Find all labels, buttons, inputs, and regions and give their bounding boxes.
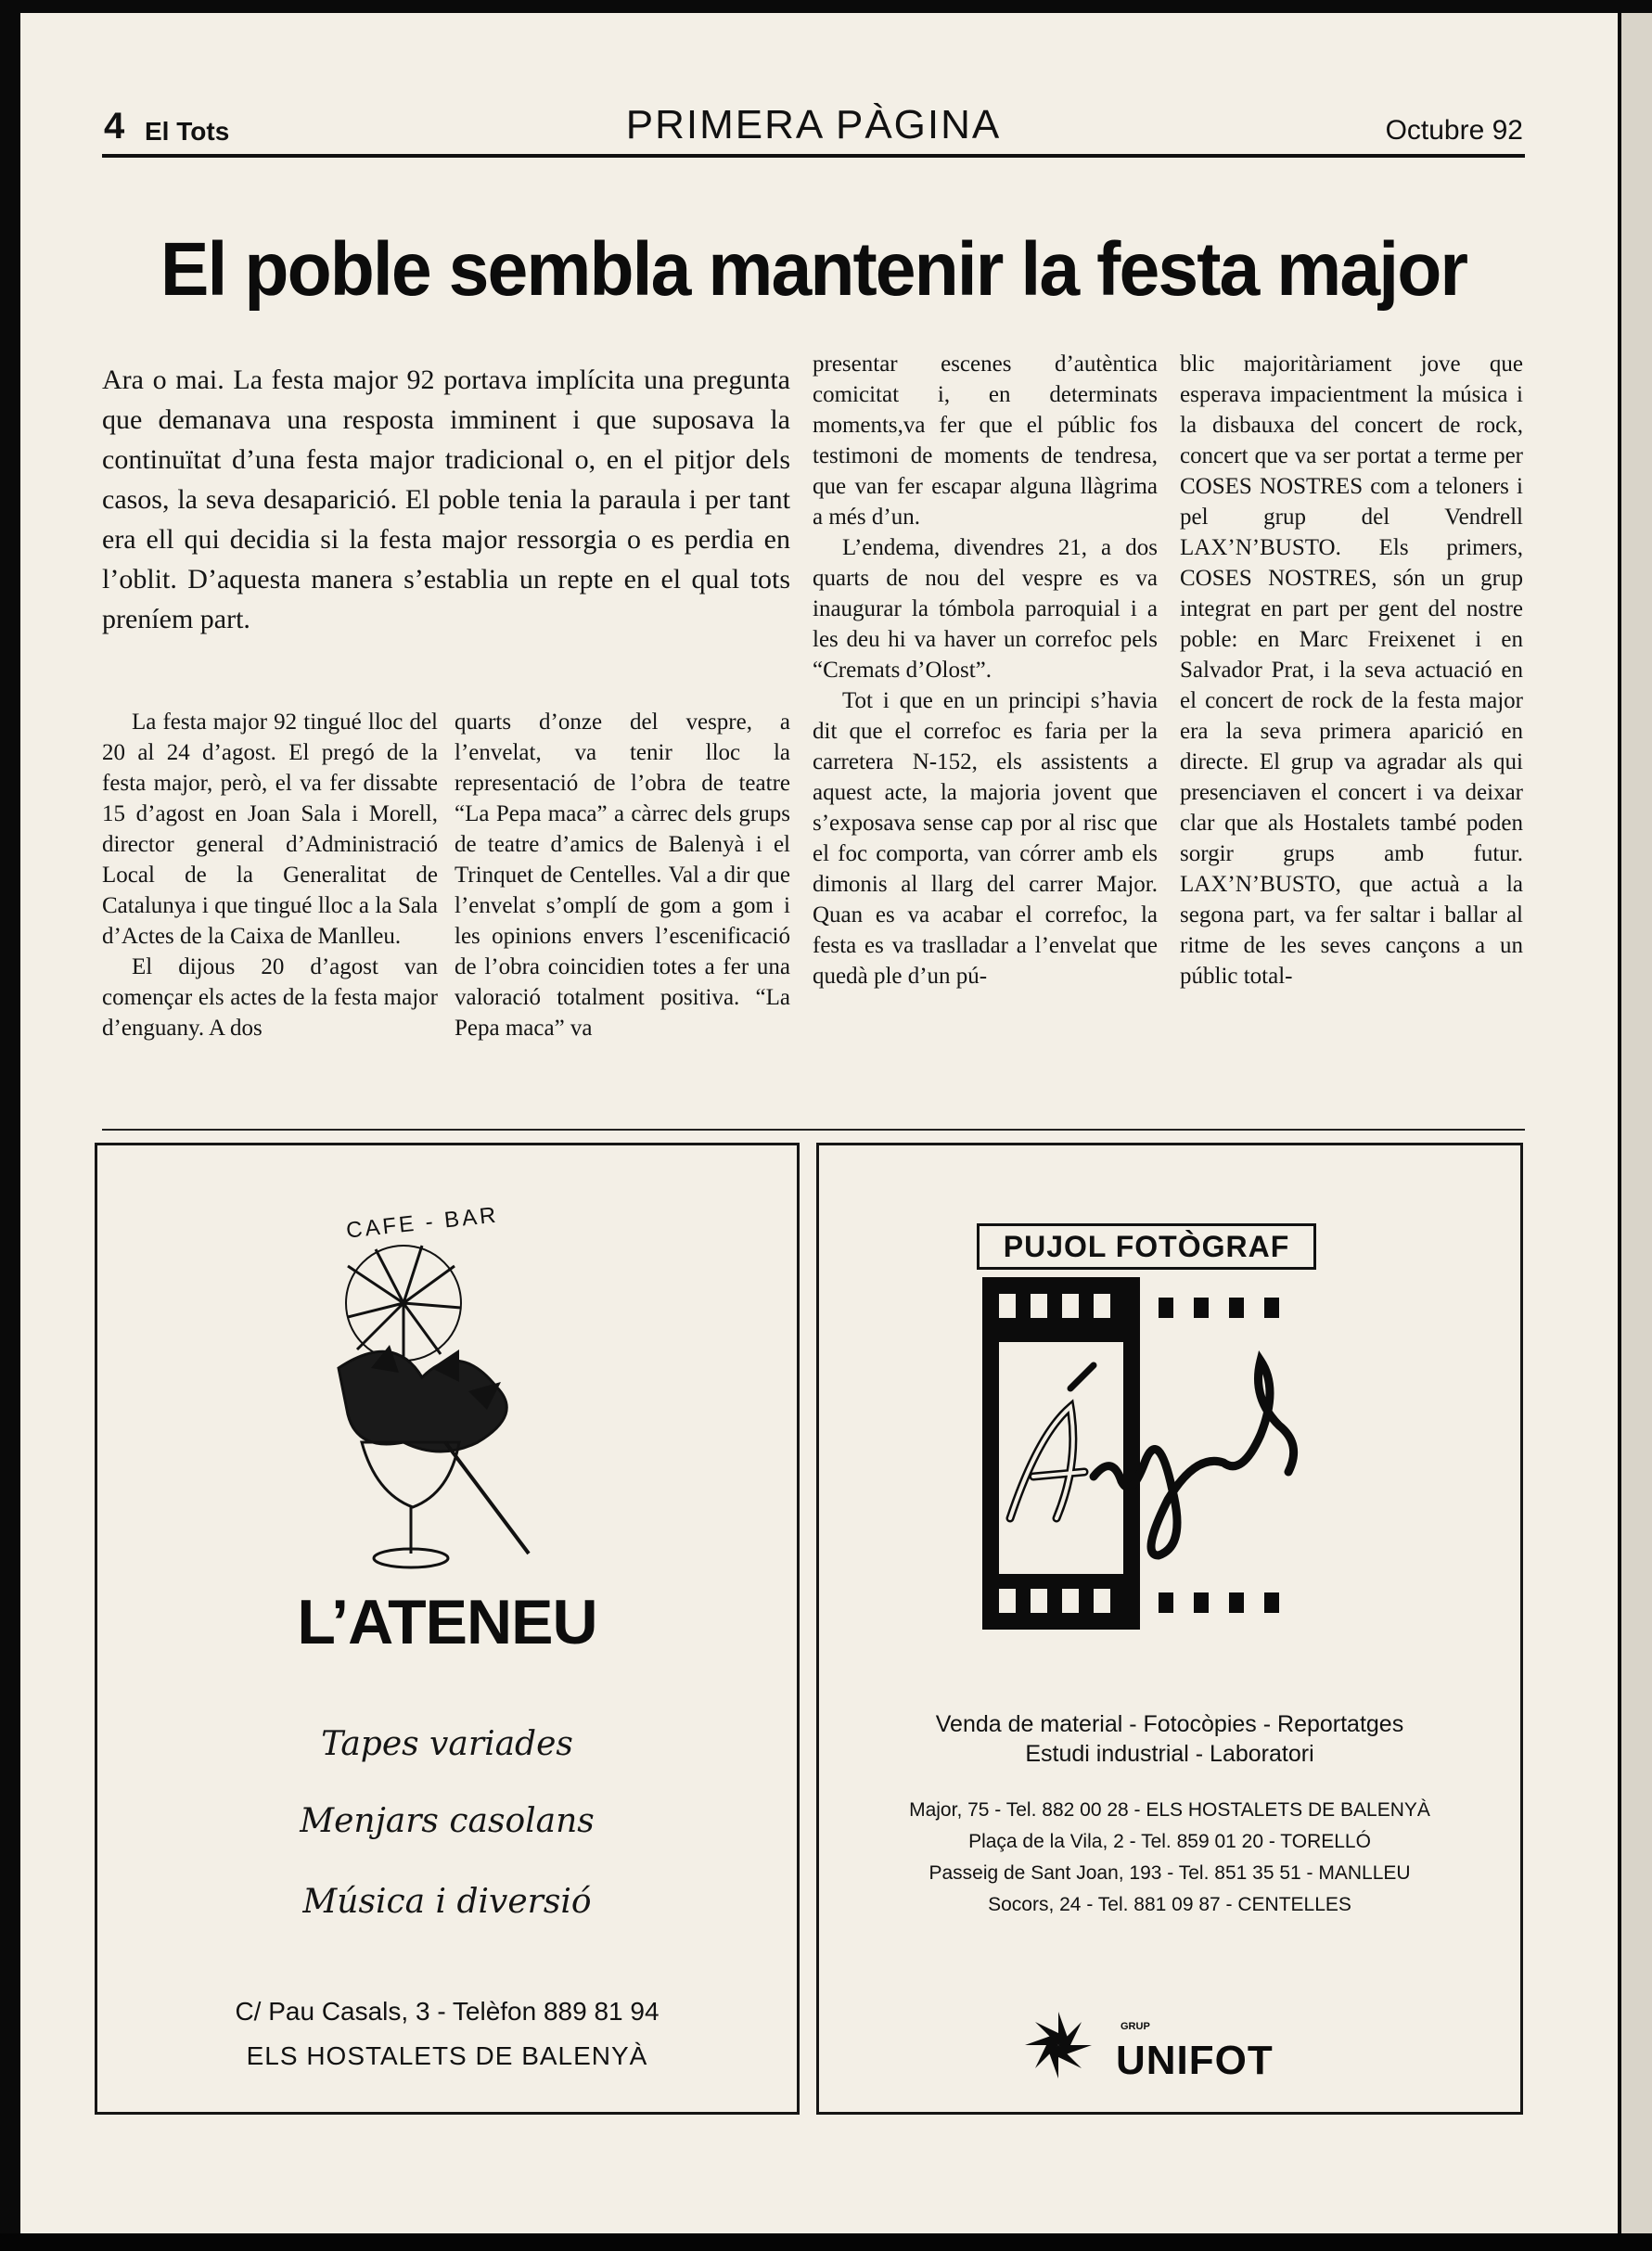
pujol-address: Plaça de la Vila, 2 - Tel. 859 01 20 - TORELLÓ: [968, 1831, 1371, 1852]
article-column-3: [813, 349, 1158, 991]
pujol-services-1: Venda de material - Fotocòpies - Reportatges: [935, 1711, 1404, 1737]
pujol-fotograf-advertisement: [816, 1143, 1523, 2115]
ateneu-name: L’ATENEU: [297, 1587, 597, 1657]
newspaper-page: [20, 13, 1618, 2239]
pujol-addresses: [819, 1795, 1520, 1921]
ateneu-advertisement: [95, 1143, 800, 2115]
pujol-address: Major, 75 - Tel. 882 00 28 - ELS HOSTALETS DE BALENYÀ: [909, 1799, 1430, 1821]
pujol-address: Passeig de Sant Joan, 193 - Tel. 851 35 51 - MANLLEU: [928, 1862, 1411, 1884]
cafe-bar-label: CAFE - BAR: [344, 1202, 500, 1244]
ateneu-line-3: Música i diversió: [302, 1883, 592, 1921]
header-rule: [102, 154, 1525, 158]
paragraph: quarts d’onze del vespre, a l’envelat, va tenir lloc la representació de l’obra de teatre “La Pepa maca” a càrrec dels grups de teatre d’amics de Balenyà i el Trinquet de Centelles. Val a dir que l’envelat s’omplí de gom a gom i les opinions envers l’escenificació de l’obra coincidien totes a fer una valoració totalment positiva. “La Pepa maca” va: [455, 710, 790, 1041]
adjacent-page-edge: [1621, 13, 1652, 2239]
pujol-name: PUJOL FOTÒGRAF: [977, 1223, 1316, 1270]
paragraph: L’endema, divendres 21, a dos quarts de nou del vespre es va inaugurar la tómbola parroquial i a les deu hi va haver un correfoc pels “Cremats d’Olost”.: [813, 535, 1158, 683]
section-divider: [102, 1129, 1525, 1131]
issue-date: Octubre 92: [1385, 115, 1523, 146]
article-column-1: [102, 707, 438, 1043]
paragraph: blic majoritàriament jove que esperava impacientment la música i la disbauxa del concert de rock, concert que va ser portat a terme per COSES NOSTRES com a teloners i pel grup del Vendrell LAX’N’BUSTO. Els primers, COSES NOSTRES, són un grup integrat en part per gent del nostre poble: en Marc Freixenet i en Salvador Prat, i la seva actuació en el concert de rock de la festa major era la seva primera aparició en directe. El grup va agradar als qui presenciaven el concert i va deixar clar que als Hostalets també poden sorgir grups amb futur. LAX’N’BUSTO, que actuà a la segona part, va fer saltar i ballar al ritme de les seves cançons a un públic total-: [1180, 352, 1523, 989]
paragraph: El dijous 20 d’agost van començar els actes de la festa major d’enguany. A dos: [102, 954, 438, 1041]
ateneu-line-1: Tapes variades: [321, 1725, 573, 1763]
paragraph: La festa major 92 tingué lloc del 20 al 24 d’agost. El pregó de la festa major, però, el va fer dissabte 15 d’agost en Joan Sala i Morell, director general d’Administració Local de la Generalitat de Catalunya i que tingué lloc a la Sala d’Actes de la Caixa de Manlleu.: [102, 710, 438, 949]
article-column-4: [1180, 349, 1523, 991]
article-lead: Ara o mai. La festa major 92 portava implícita una pregunta que demanava una resposta imminent i que suposava la continuïtat d’una festa major tradicional o, en el pitjor dels casos, la seva desaparició. El poble tenia la paraula i per tant era ell qui decidia si la festa major ressorgia o es perdia en l’oblit. D’aquesta manera s’establia un repte en el qual tots preníem part.: [102, 365, 790, 634]
ateneu-address: C/ Pau Casals, 3 - Telèfon 889 81 94: [235, 1997, 660, 2026]
ateneu-line-2: Menjars casolans: [300, 1802, 595, 1840]
paragraph: presentar escenes d’autèntica comicitat i, en determinats moments,va fer que el públic fos testimoni de moments de tendresa, que van fer escapar alguna llàgrima a més d’un.: [813, 352, 1158, 530]
pujol-services-2: Estudi industrial - Laboratori: [1025, 1741, 1314, 1767]
ateneu-town: ELS HOSTALETS DE BALENYÀ: [246, 2041, 648, 2070]
cocktail-glass-illustration: [283, 1229, 589, 1581]
paragraph: Tot i que en un principi s’havia dit que el correfoc es faria per la carretera N-152, els assistents a aquest acte, la majoria jovent que s’exposava sense cap por al risc que el foc comporta, van córrer amb els dimonis al llarg del carrer Major. Quan es va acabar el correfoc, la festa es va traslladar a l’envelat que quedà ple d’un pú-: [813, 688, 1158, 989]
page-number: 4: [104, 106, 125, 147]
section-title: PRIMERA PÀGINA: [625, 102, 1002, 147]
film-strip-logo: [982, 1277, 1363, 1630]
article-headline: El poble sembla mantenir la festa major: [160, 227, 1467, 312]
publication-name: El Tots: [145, 117, 230, 146]
unifot-group-label: GRUP: [1121, 2021, 1150, 2032]
scan-border: [0, 2233, 1652, 2251]
page-header: [104, 98, 1523, 154]
pujol-address: Socors, 24 - Tel. 881 09 87 - CENTELLES: [988, 1894, 1351, 1915]
article-column-2: [455, 707, 790, 1043]
unifot-name: UNIFOT: [1116, 2038, 1274, 2083]
